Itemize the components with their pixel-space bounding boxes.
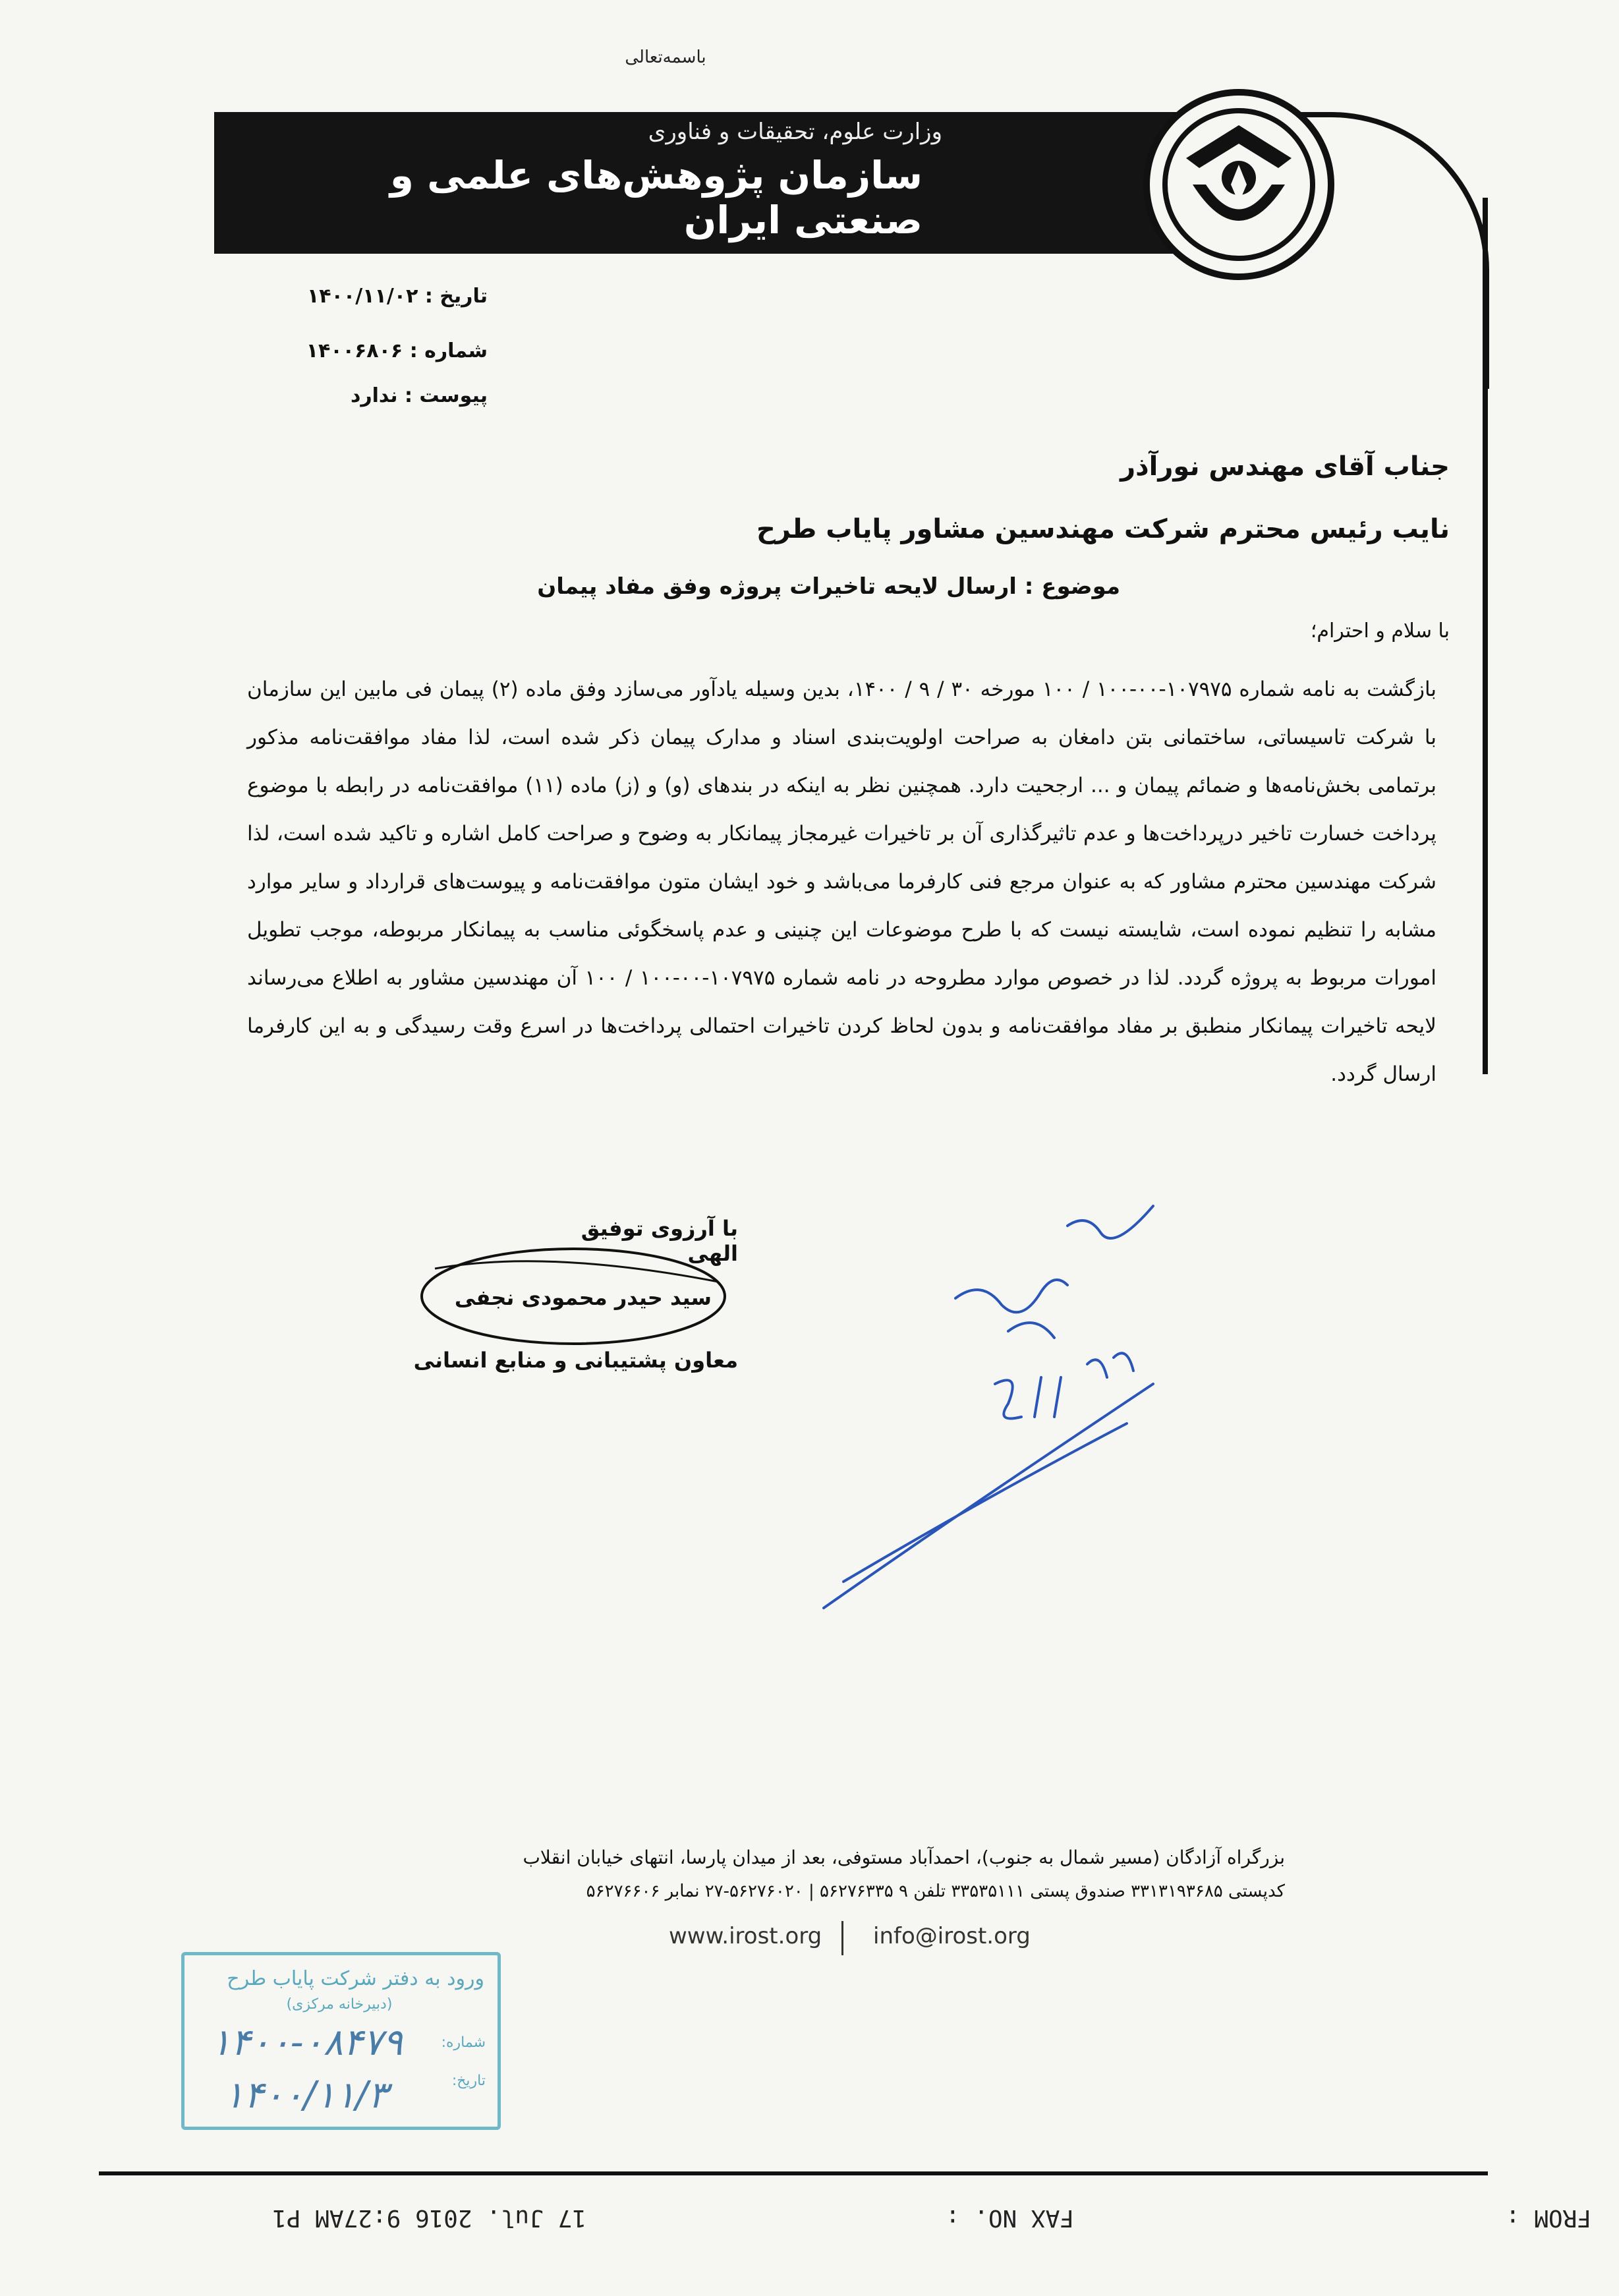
stamp-date-label: تاریخ: [451, 2073, 486, 2089]
fax-header-rule [99, 2171, 1488, 2175]
fax-number-label: FAX NO. : [945, 2204, 1074, 2231]
stamp-subtitle: (دبیرخانه مرکزی) [286, 1996, 393, 2013]
number-value: ۱۴۰۰۶۸۰۶ [306, 339, 403, 362]
date-label: تاریخ : [424, 285, 488, 308]
number-label: شماره : [409, 339, 488, 362]
organization-logo-icon [1140, 86, 1338, 283]
footer-website-link[interactable]: www.irost.org [669, 1923, 822, 1949]
letter-date [290, 285, 488, 308]
footer-email-link[interactable]: info@irost.org [873, 1923, 1031, 1949]
fax-datetime: 17 Jul. 2016 9:27AM P1 [272, 2204, 586, 2231]
letterhead-frame-right [1483, 198, 1488, 1074]
footer-separator [841, 1921, 843, 1955]
fax-from-label: FROM : [1505, 2204, 1591, 2231]
signatory-title: معاون پشتیبانی و منابع انسانی [413, 1348, 738, 1373]
attachment-label: پیوست : [404, 384, 488, 407]
signatory-name: سید حیدر محمودی نجفی [454, 1285, 712, 1310]
bismillah-heading: باسمه‌تعالی [625, 47, 706, 67]
letter-attachment [290, 384, 488, 407]
received-stamp [181, 1952, 501, 2130]
stamp-title: ورود به دفتر شرکت پایاب طرح [227, 1967, 484, 1990]
footer-address: بزرگراه آزادگان (مسیر شمال به جنوب)، احمدآباد مستوفی، بعد از میدان پارسا، انتهای خیابان انقلاب [523, 1847, 1285, 1868]
addressee-name: جناب آقای مهندس نورآذر [1120, 451, 1450, 482]
date-value: ۱۴۰۰/۱۱/۰۲ [307, 285, 418, 308]
letter-subject: موضوع : ارسال لایحه تاخیرات پروژه وفق مفاد پیمان [537, 573, 1120, 600]
addressee-title: نایب رئیس محترم شرکت مهندسین مشاور پایاب طرح [756, 514, 1450, 544]
letter-number [290, 339, 488, 362]
stamp-number-value: ۱۴۰۰-۰۸۴۷۹ [211, 2021, 403, 2064]
footer-contacts: کدپستی ۳۳۱۳۱۹۳۶۸۵ صندوق پستی ۳۳۵۳۵۱۱۱ تلفن ۹ ۵۶۲۷۶۳۳۵ | ۵۶۲۷۶۰۲۰-۲۷ نمابر ۵۶۲۷۶۶۰۶ [586, 1881, 1285, 1901]
stamp-date-value: ۱۴۰۰/۱۱/۳ [224, 2074, 388, 2117]
stamp-number-label: شماره: [441, 2034, 486, 2051]
closing-phrase: با آرزوی توفیق الهی [581, 1216, 738, 1266]
ministry-name: وزارت علوم، تحقیقات و فناوری [648, 119, 942, 145]
letter-greeting: با سلام و احترام؛ [1310, 619, 1450, 643]
letter-body: بازگشت به نامه شماره ۱۰۷۹۷۵-۰۰-۱۰۰ / ۱۰۰ مورخه ۳۰ / ۹ / ۱۴۰۰، بدین وسیله یادآور می‌سازد وفق ماده (۲) پیمان فی مابین این سازمان با شرکت تاسیساتی، ساختمانی بتن دامغان به صراحت اولویت‌بندی اسناد و مدارک پیمان ذکر شده است، لذا مفاد موافقت‌نامه مذکور برتمامی بخش‌نامه‌ها و ضمائم پیمان و ... ارجحیت دارد. همچنین نظر به اینکه در بندهای (و) و (ز) ماده (۱۱) موافقت‌نامه در رابطه با موضوع پرداخت خسارت تاخیر درپرداخت‌ها و عدم تاثیرگذاری آن بر تاخیرات غیرمجاز پیمانکار به وضوح و صراحت کامل اشاره و تاکید شده است، لذا شرکت مهندسین محترم مشاور که به عنوان مرجع فنی کارفرما می‌باشد و خود ایشان متون موافقت‌نامه و پیوست‌های قرارداد و سایر موارد مشابه را تنظیم نموده است، شایسته نیست که با طرح موضوعات این چنینی و عدم پاسخگوئی مناسب به پیمانکار مربوطه، موجب تطویل امورات مربوط به پروژه گردد. لذا در خصوص موارد مطروحه در نامه شماره ۱۰۷۹۷۵-۰۰-۱۰۰ / ۱۰۰ آن مهندسین مشاور به اطلاع می‌رساند لایحه تاخیرات پیمانکار منطبق بر مفاد موافقت‌نامه و بدون لحاظ کردن تاخیرات احتمالی پرداخت‌ها در اسرع وقت رسیدگی و به این کارفرما ارسال گردد. [247, 677, 1437, 1086]
attachment-value: ندارد [350, 384, 398, 407]
organization-name: سازمان پژوهش‌های علمی و صنعتی ایران [389, 153, 923, 243]
handwritten-annotation [758, 1186, 1219, 1634]
